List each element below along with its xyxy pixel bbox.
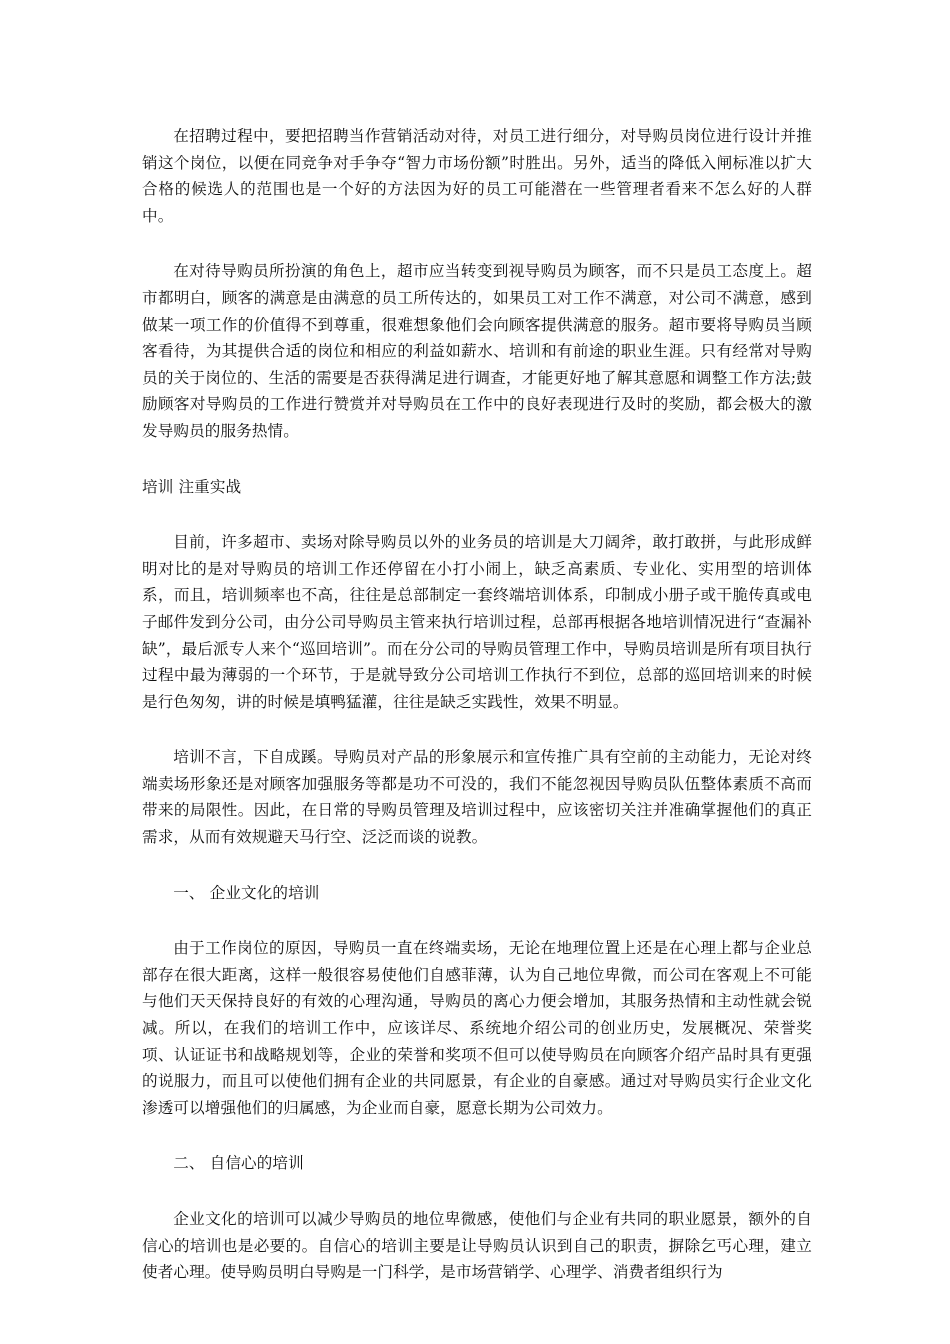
paragraph-training-importance: 培训不言，下自成蹊。导购员对产品的形象展示和宣传推广具有空前的主动能力，无论对终端卖场形象还是对顾客加强服务等都是功不可没的，我们不能忽视因导购员队伍整体素质不高而带来的局限性。因此，在日常的导购员管理及培训过程中，应该密切关注并准确掌握他们的真正需求，从而有效规避天马行空、泛泛而谈的说教。 xyxy=(142,748,812,847)
document-body xyxy=(142,123,812,1286)
section-heading-confidence: 二、 自信心的培训 xyxy=(173,1154,304,1173)
paragraph-corporate-culture: 由于工作岗位的原因，导购员一直在终端卖场，无论在地理位置上还是在心理上都与企业总部存在很大距离，这样一般很容易使他们自感菲薄，认为自己地位卑微，而公司在客观上不可能与他们天天保持良好的有效的心理沟通，导购员的离心力便会增加，其服务热情和主动性就会锐减。所以，在我们的培训工作中，应该详尽、系统地介绍公司的创业历史，发展概况、荣誉奖项、认证证书和战略规划等，企业的荣誉和奖项不但可以使导购员在向顾客介绍产品时具有更强的说服力，而且可以使他们拥有企业的共同愿景，有企业的自豪感。通过对导购员实行企业文化渗透可以增强他们的归属感，为企业而自豪，愿意长期为公司效力。 xyxy=(142,939,812,1117)
heading-training: 培训 注重实战 xyxy=(142,477,242,496)
paragraph-confidence: 企业文化的培训可以减少导购员的地位卑微感，使他们与企业有共同的职业愿景，额外的自信心的培训也是必要的。自信心的培训主要是让导购员认识到自己的职责，摒除乞丐心理，建立使者心理。使导购员明白导购是一门科学，是市场营销学、心理学、消费者组织行为 xyxy=(142,1210,812,1282)
paragraph-current-training: 目前，许多超市、卖场对除导购员以外的业务员的培训是大刀阔斧，敢打敢拼，与此形成鲜明对比的是对导购员的培训工作还停留在小打小闹上，缺乏高素质、专业化、实用型的培训体系，而且，培训频率也不高，往往是总部制定一套终端培训体系，印制成小册子或干脆传真或电子邮件发到分公司，由分公司导购员主管来执行培训过程，总部再根据各地培训情况进行“查漏补缺”，最后派专人来个“巡回培训”。而在分公司的导购员管理工作中，导购员培训是所有项目执行过程中最为薄弱的一个环节，于是就导致分公司培训工作执行不到位，总部的巡回培训来的时候是行色匆匆，讲的时候是填鸭猛灌，往往是缺乏实践性，效果不明显。 xyxy=(142,533,812,711)
paragraph-recruitment: 在招聘过程中，要把招聘当作营销活动对待，对员工进行细分，对导购员岗位进行设计并推销这个岗位，以便在同竞争对手争夺“智力市场份额”时胜出。另外，适当的降低入闸标准以扩大合格的候选人的范围也是一个好的方法因为好的员工可能潜在一些管理者看来不怎么好的人群中。 xyxy=(142,127,812,225)
section-heading-corporate-culture: 一、 企业文化的培训 xyxy=(173,883,320,902)
paragraph-role: 在对待导购员所扮演的角色上，超市应当转变到视导购员为顾客，而不只是员工态度上。超市都明白，顾客的满意是由满意的员工所传达的，如果员工对工作不满意，对公司不满意，感到做某一项工作的价值得不到尊重，很难想象他们会向顾客提供满意的服务。超市要将导购员当顾客看待，为其提供合适的岗位和相应的利益如薪水、培训和有前途的职业生涯。只有经常对导购员的关于岗位的、生活的需要是否获得满足进行调查，才能更好地了解其意愿和调整工作方法;鼓励顾客对导购员的工作进行赞赏并对导购员在工作中的良好表现进行及时的奖励，都会极大的激发导购员的服务热情。 xyxy=(142,262,812,440)
